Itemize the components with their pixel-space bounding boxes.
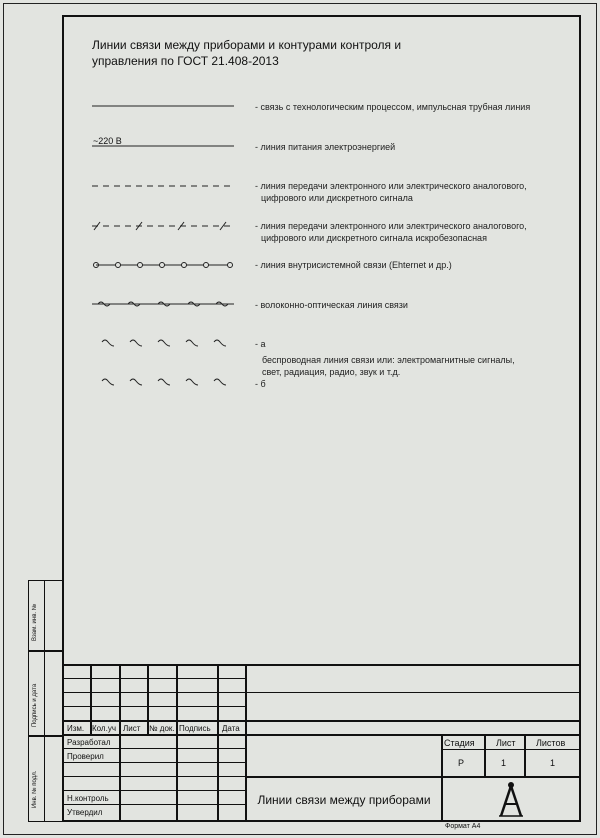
dashed-line-symbol [92, 180, 237, 192]
legend-desc-3: - линия передачи электронного или электрического аналогового, цифрового или дискретного сигнала [255, 181, 527, 203]
wireless-desc: беспроводная линия связи или: электромагнитные сигналы, свет, радиация, радио, звук и т.д. [262, 355, 515, 377]
stage-value: Р [458, 758, 465, 768]
sheets-value: 1 [550, 758, 556, 768]
solid-line-symbol [92, 100, 237, 112]
sheet-header: Лист [496, 738, 516, 748]
main-frame [62, 15, 581, 822]
sheet-value: 1 [501, 758, 507, 768]
sheets-header: Листов [536, 738, 566, 748]
wireless-a-symbol [100, 338, 230, 350]
dot-line-symbol [92, 259, 237, 271]
power-line-label: ~220 В [93, 136, 122, 146]
legend-desc-4: - линия передачи электронного или электрического аналогового, цифрового или дискретного сигнала искробезопасная [255, 221, 527, 243]
stamp-header-ndok: № док. [149, 724, 175, 733]
stage-header: Стадия [444, 738, 475, 748]
role-utverdil: Утвердил [67, 808, 103, 817]
document-title: Линии связи между приборами [257, 793, 431, 807]
side-label-vzam: Взам. инв. № [32, 603, 38, 641]
fiber-line-symbol [92, 298, 237, 310]
stamp-header-list: Лист [123, 724, 141, 733]
stamp-header-data: Дата [222, 724, 240, 733]
legend-desc-5: - линия внутрисистемной связи (Ehternet и др.) [255, 260, 452, 270]
legend-desc-2: - линия питания электроэнергией [255, 142, 396, 152]
role-nkontrol: Н.контроль [67, 794, 109, 803]
wireless-a-label: - а [255, 339, 266, 349]
side-label-podpis: Подпись и дата [32, 683, 38, 727]
side-label-inv: Инв. № подл. [32, 770, 38, 808]
title-line-1: Линии связи между приборами и контурами контроля и [92, 38, 402, 52]
legend-desc-6: - волоконно-оптическая линия связи [255, 300, 408, 310]
compass-logo-icon [496, 780, 526, 820]
page-title [92, 37, 401, 69]
title-line-2: управления по ГОСТ 21.408-2013 [92, 54, 279, 68]
role-proveril: Проверил [67, 752, 104, 761]
stamp-header-kol: Кол.уч [92, 724, 116, 733]
wireless-b-label: - б [255, 379, 266, 389]
format-label: Формат А4 [445, 823, 481, 830]
power-line-symbol [92, 140, 237, 152]
legend-desc-1: - связь с технологическим процессом, импульсная трубная линия [255, 102, 531, 112]
role-razrabotal: Разработал [67, 738, 111, 747]
dashed-slash-line-symbol [92, 220, 237, 232]
wireless-b-symbol [100, 377, 230, 389]
stamp-header-podpis: Подпись [179, 724, 211, 733]
stamp-header-izm: Изм. [67, 724, 85, 733]
